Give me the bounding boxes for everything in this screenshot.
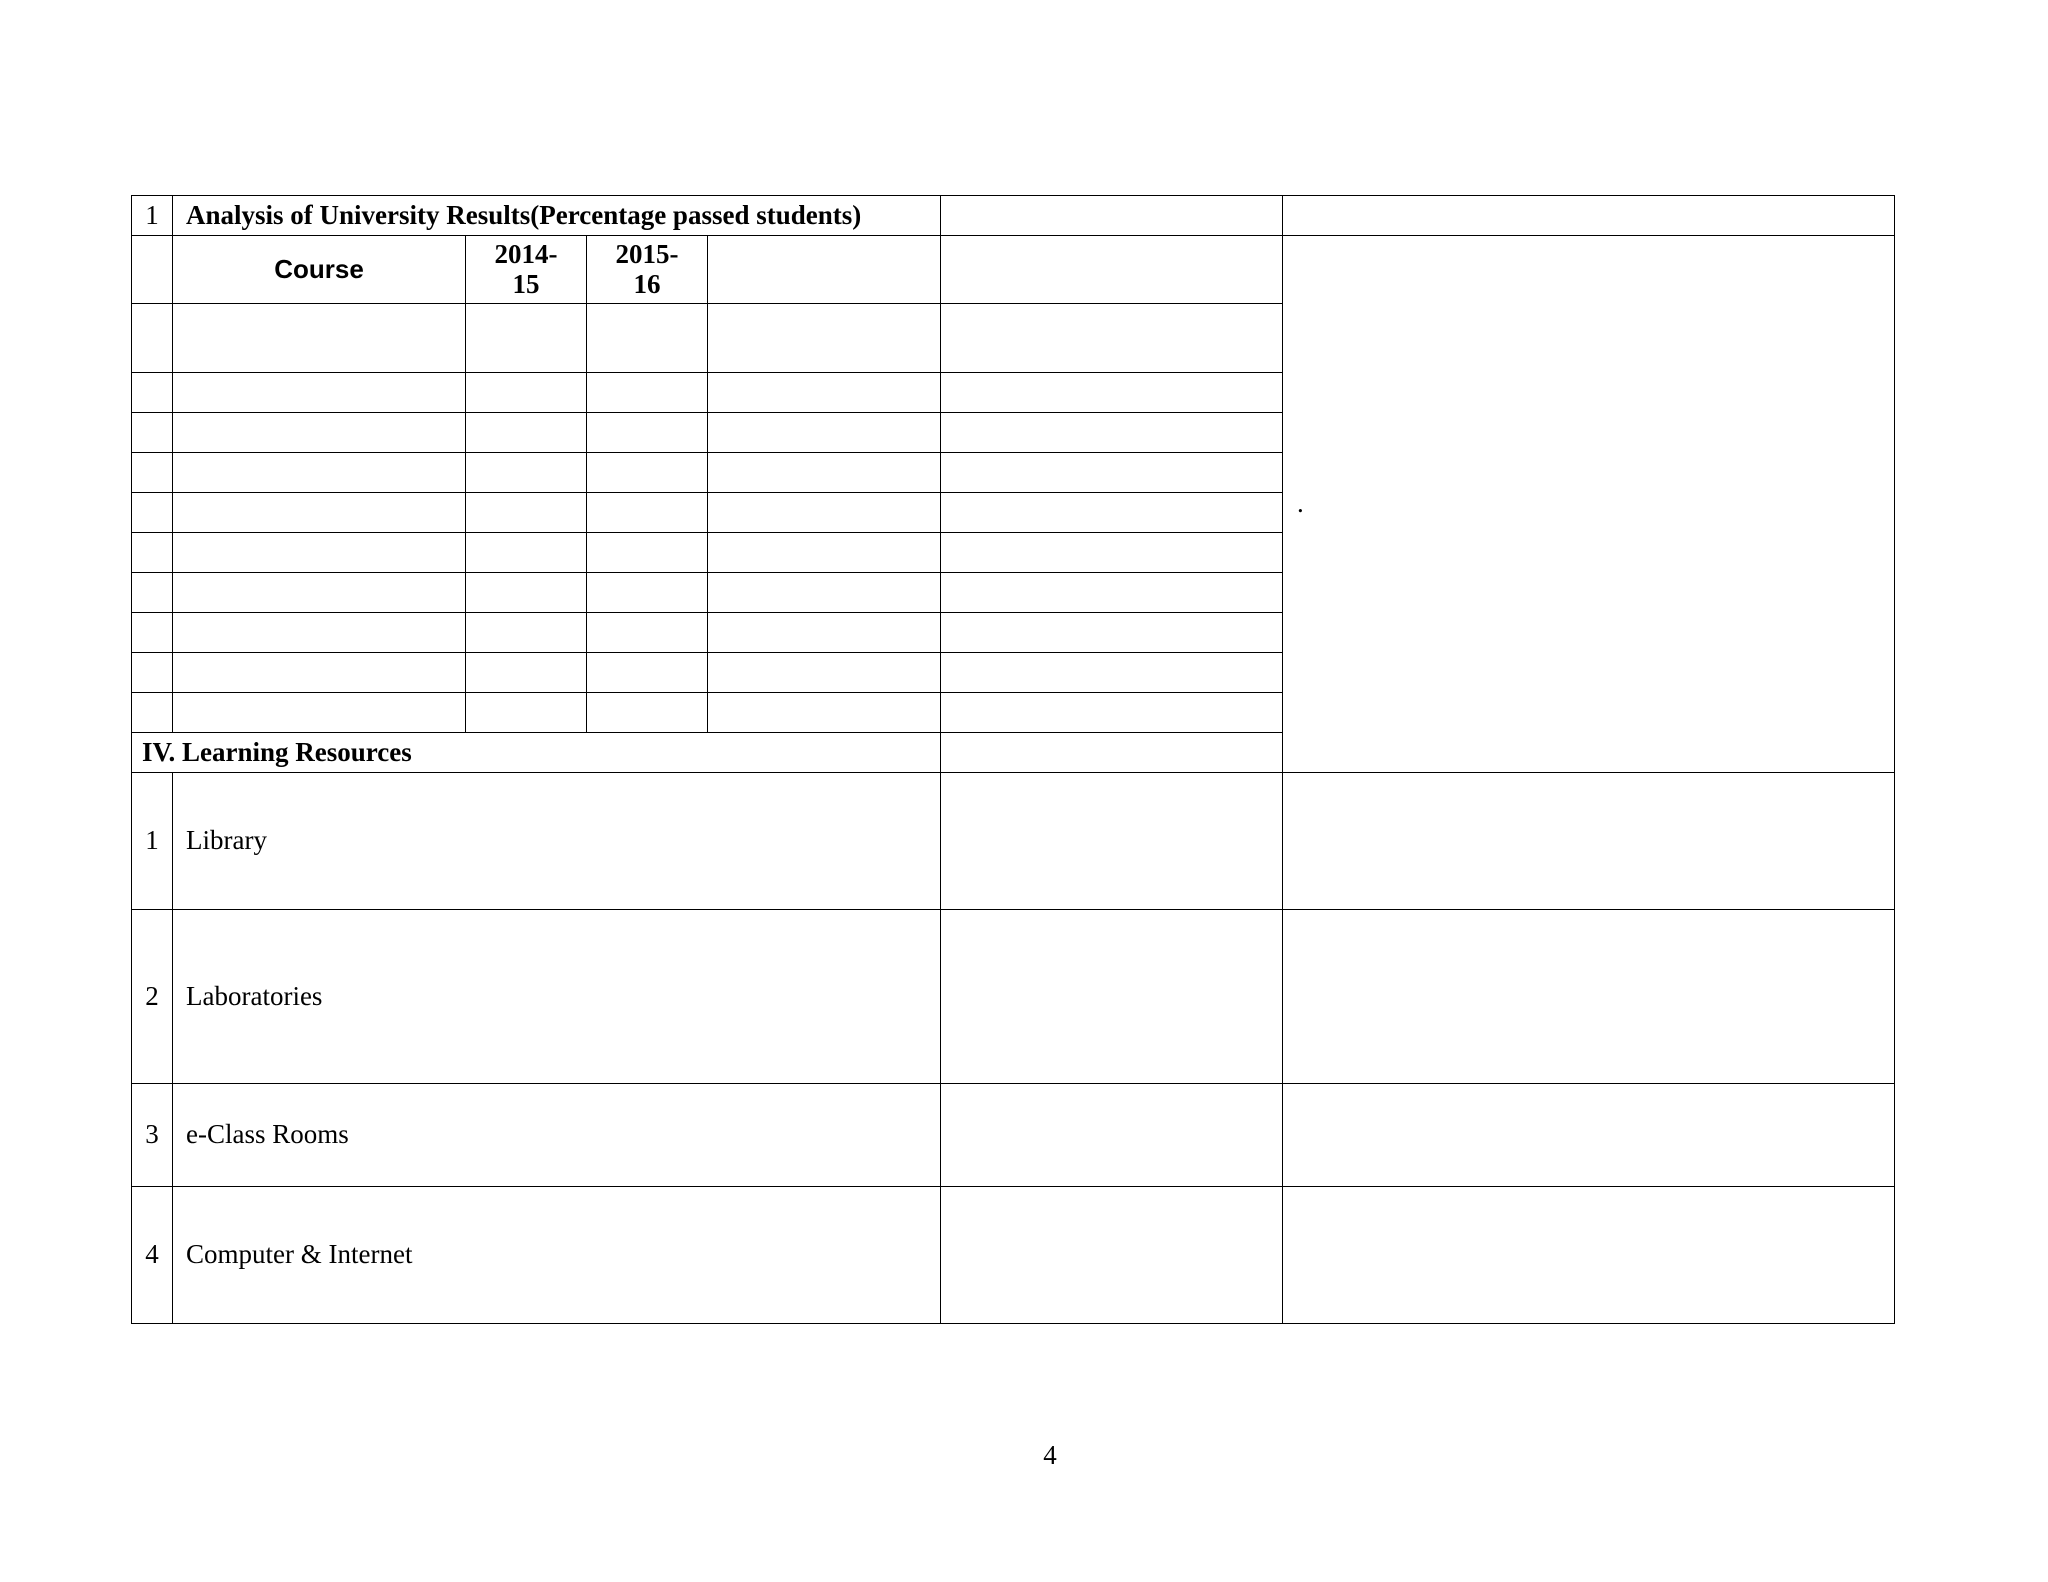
empty-cell <box>941 236 1283 304</box>
results-title-row <box>132 196 1895 236</box>
empty-cell <box>941 910 1283 1084</box>
resource-label: Library <box>173 773 941 910</box>
empty-cell <box>1283 910 1895 1084</box>
empty-cell <box>941 1187 1283 1324</box>
empty-cell <box>941 773 1283 910</box>
resource-label: Computer & Internet <box>173 1187 941 1324</box>
results-table <box>131 195 1895 1324</box>
item-number: 1 <box>132 196 173 236</box>
empty-cell <box>132 236 173 304</box>
resource-label: e-Class Rooms <box>173 1084 941 1187</box>
empty-cell <box>941 733 1283 773</box>
remarks-cell: . <box>1283 236 1895 773</box>
column-header-2015-16: 2015- 16 <box>587 236 708 304</box>
empty-cell <box>708 236 941 304</box>
column-header-2014-15: 2014- 15 <box>466 236 587 304</box>
resource-row <box>132 773 1895 910</box>
resource-row <box>132 910 1895 1084</box>
section-heading: IV. Learning Resources <box>132 733 941 773</box>
empty-cell <box>1283 1187 1895 1324</box>
resource-number: 1 <box>132 773 173 910</box>
column-header-course: Course <box>173 236 466 304</box>
results-header-row <box>132 236 1895 304</box>
empty-cell <box>1283 773 1895 910</box>
empty-cell <box>941 196 1283 236</box>
empty-cell <box>941 1084 1283 1187</box>
resource-row <box>132 1187 1895 1324</box>
results-title: Analysis of University Results(Percentage passed students) <box>173 196 941 236</box>
empty-cell <box>1283 196 1895 236</box>
empty-cell <box>1283 1084 1895 1187</box>
resource-number: 2 <box>132 910 173 1084</box>
resource-number: 3 <box>132 1084 173 1187</box>
resource-row <box>132 1084 1895 1187</box>
resource-label: Laboratories <box>173 910 941 1084</box>
resource-number: 4 <box>132 1187 173 1324</box>
page-number: 4 <box>1043 1440 1057 1470</box>
